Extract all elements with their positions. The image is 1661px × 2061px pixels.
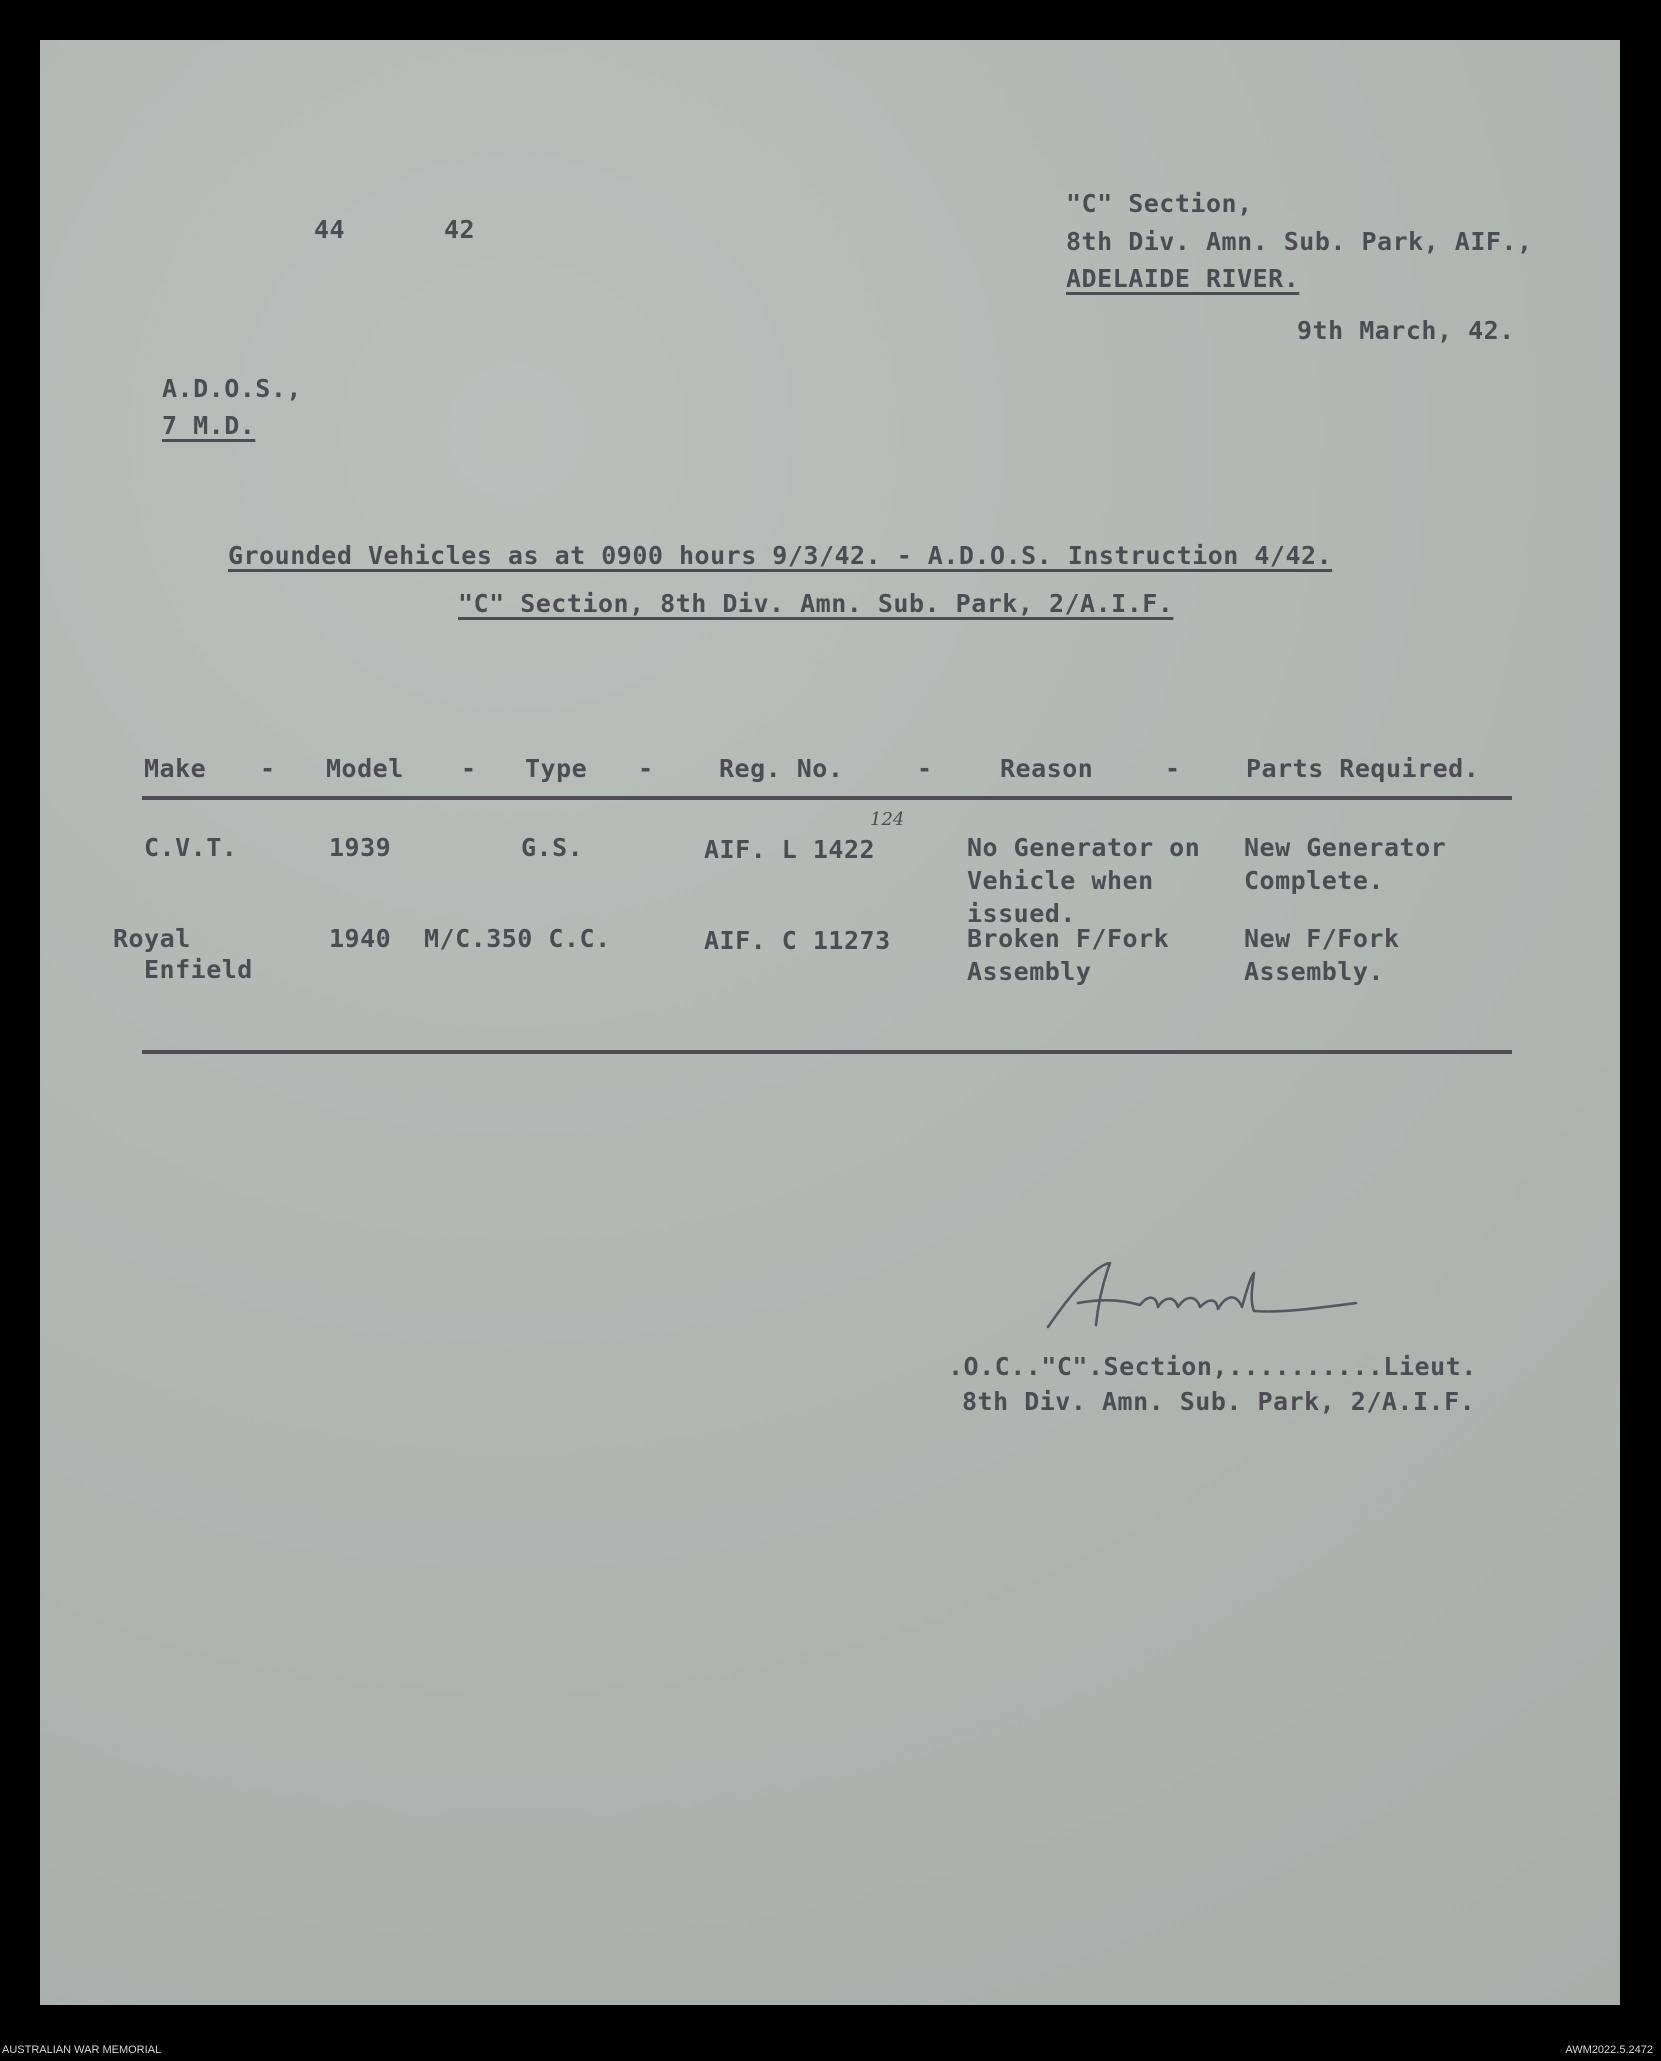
cell-parts: New Generator xyxy=(1244,833,1447,862)
column-header-make: Make xyxy=(144,754,207,783)
addressee-line: A.D.O.S., xyxy=(162,374,302,403)
document-subheading: "C" Section, 8th Div. Amn. Sub. Park, 2/A.I.F. xyxy=(458,589,1174,618)
cell-model: 1940 xyxy=(329,924,392,953)
footer-accession-number: AWM2022.5.2472 xyxy=(1565,2044,1653,2056)
column-header-reg-no: Reg. No. xyxy=(719,754,844,783)
table-header-rule xyxy=(142,796,1512,800)
cell-reason: issued. xyxy=(967,899,1076,928)
handwritten-correction: 124 xyxy=(870,809,905,830)
column-separator: - xyxy=(260,754,276,783)
cell-reason: Vehicle when xyxy=(967,866,1154,895)
file-number: 44 xyxy=(314,215,346,244)
cell-make: Royal xyxy=(113,924,191,953)
column-header-model: Model xyxy=(326,754,404,783)
sender-line: "C" Section, xyxy=(1066,189,1253,218)
handwritten-signature xyxy=(1040,1255,1360,1335)
cell-reg-no: AIF. C 11273 xyxy=(704,926,891,955)
cell-parts: Assembly. xyxy=(1244,957,1384,986)
table-bottom-rule xyxy=(142,1050,1512,1054)
column-header-reason: Reason xyxy=(1000,754,1094,783)
column-separator: - xyxy=(638,754,654,783)
cell-parts: New F/Fork xyxy=(1244,924,1400,953)
letter-date: 9th March, 42. xyxy=(1297,316,1515,345)
cell-reason: Broken F/Fork xyxy=(967,924,1170,953)
sender-line: ADELAIDE RIVER. xyxy=(1066,264,1300,293)
cell-reason: No Generator on xyxy=(967,833,1201,862)
document-heading: Grounded Vehicles as at 0900 hours 9/3/42. - A.D.O.S. Instruction 4/42. xyxy=(228,541,1333,570)
signature-block-line: .O.C.."C".Section,..........Lieut. xyxy=(948,1352,1477,1381)
column-header-type: Type xyxy=(525,754,588,783)
column-separator: - xyxy=(461,754,477,783)
addressee-line: 7 M.D. xyxy=(162,411,256,440)
cell-type: M/C.350 C.C. xyxy=(424,924,611,953)
cell-model: 1939 xyxy=(329,833,392,862)
column-separator: - xyxy=(917,754,933,783)
sender-line: 8th Div. Amn. Sub. Park, AIF., xyxy=(1066,227,1533,256)
column-header-parts-required: Parts Required. xyxy=(1246,754,1480,783)
cell-make: C.V.T. xyxy=(144,833,238,862)
footer-source: AUSTRALIAN WAR MEMORIAL xyxy=(2,2044,162,2056)
cell-parts: Complete. xyxy=(1244,866,1384,895)
column-separator: - xyxy=(1165,754,1181,783)
file-number: 42 xyxy=(444,215,476,244)
signature-block-line: 8th Div. Amn. Sub. Park, 2/A.I.F. xyxy=(962,1387,1476,1416)
cell-reason: Assembly xyxy=(967,957,1092,986)
cell-make: Enfield xyxy=(144,955,253,984)
cell-type: G.S. xyxy=(521,833,584,862)
cell-reg-no: AIF. L 1422 xyxy=(704,835,876,864)
